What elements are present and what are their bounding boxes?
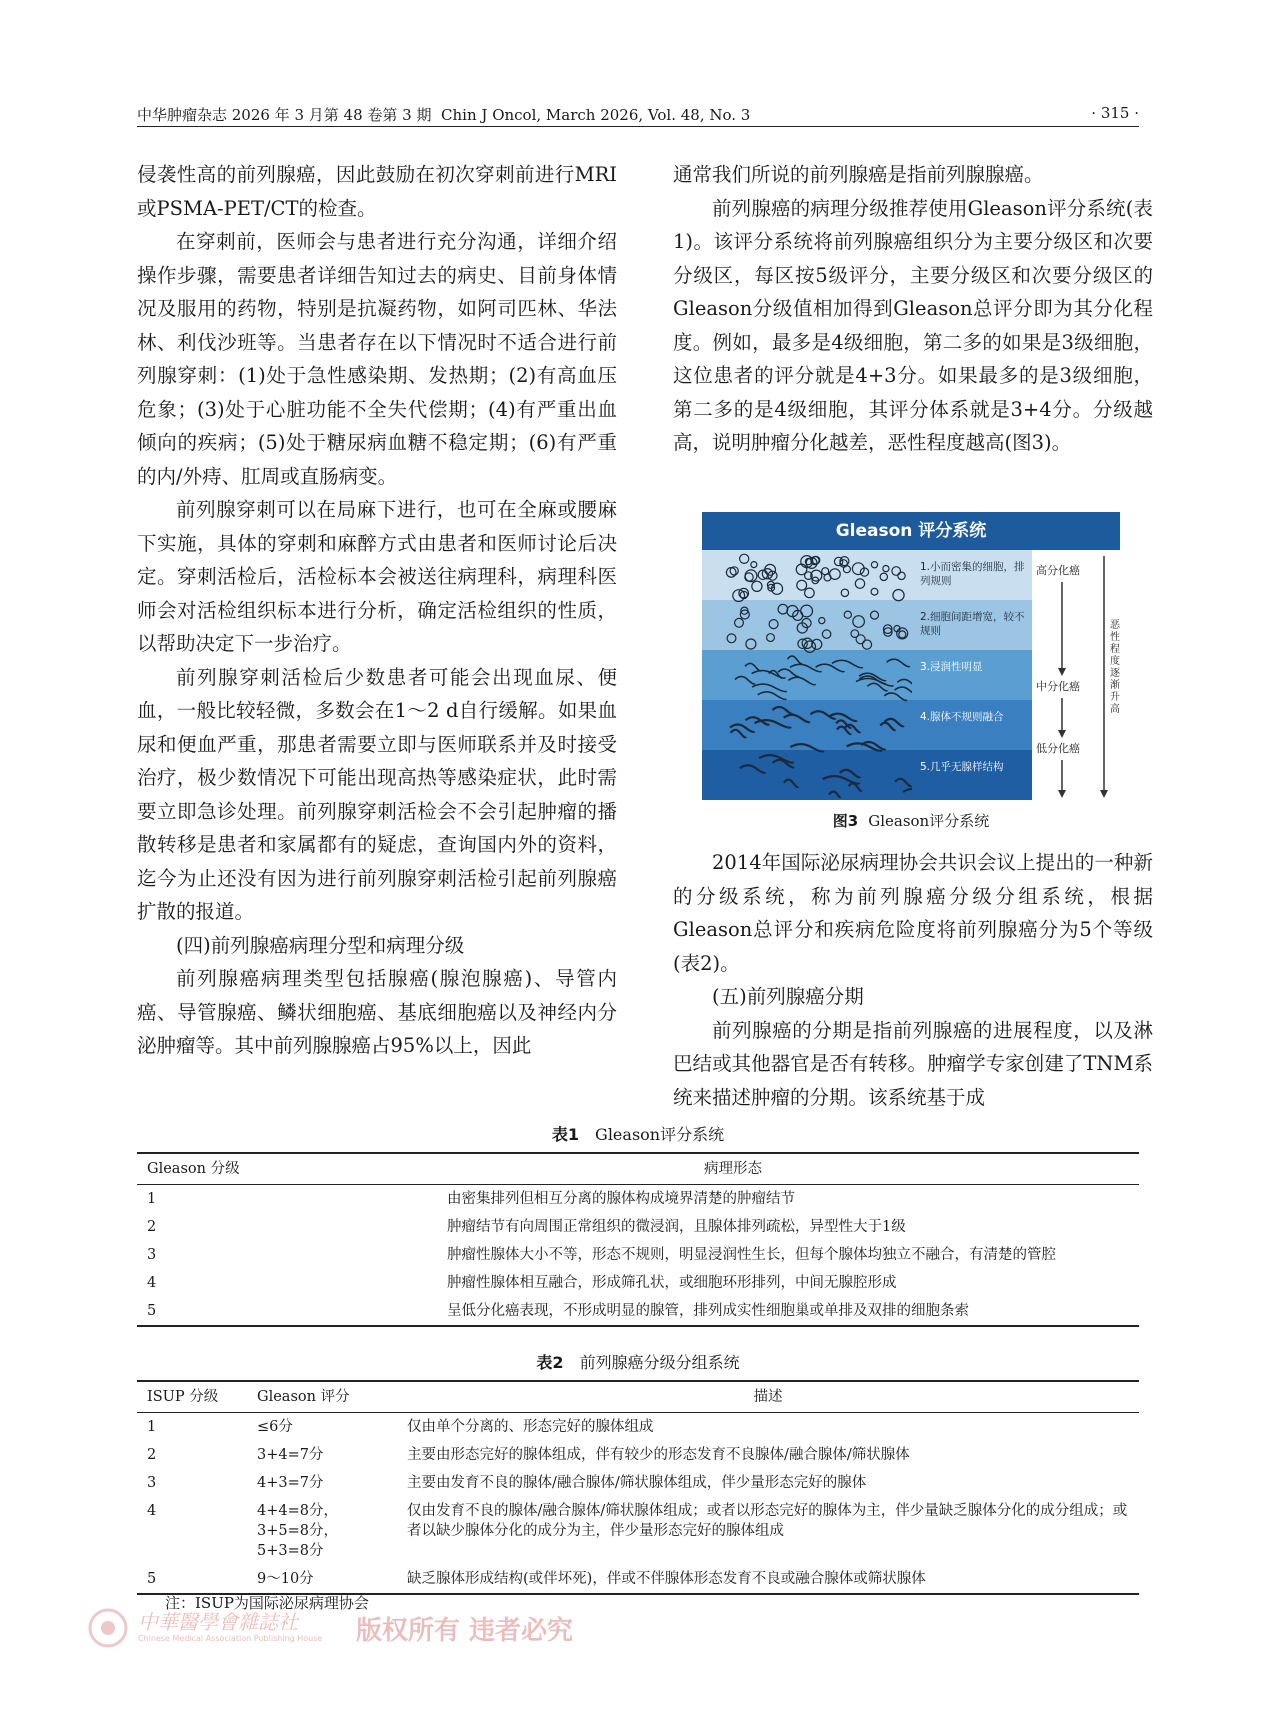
grade-cell: 2 bbox=[147, 1219, 157, 1235]
table-row bbox=[137, 1241, 1139, 1269]
paragraph: 2014年国际泌尿病理协会共识会议上提出的一种新的分级系统，称为前列腺癌分级分组系统，根据Gleason总评分和疾病危险度将前列腺癌分为5个等级(表2)。 bbox=[673, 851, 1153, 975]
side-label-low: 低分化癌 bbox=[1036, 742, 1080, 755]
paragraph: 前列腺癌病理类型包括腺癌(腺泡腺癌)、导管内癌、导管腺癌、鳞状细胞癌、基底细胞癌以及神经内分泌肿瘤等。其中前列腺腺癌占95%以上，因此 bbox=[137, 967, 617, 1057]
section-heading: (五)前列腺癌分期 bbox=[712, 985, 864, 1008]
gleason-cell: 4+3=7分 bbox=[257, 1475, 324, 1491]
morphology-cell: 肿瘤性腺体大小不等，形态不规则，明显浸润性生长，但每个腺体均独立不融合，有清楚的管腔 bbox=[447, 1247, 1056, 1263]
paragraph: 前列腺穿刺可以在局麻下进行，也可在全麻或腰麻下实施，具体的穿刺和麻醉方式由患者和医师讨论后决定。穿刺活检后，活检标本会被送往病理科，病理科医师会对活检组织标本进行分析，确定活检组织的性质，以帮助决定下一步治疗。 bbox=[137, 498, 617, 655]
grade-cell: 3 bbox=[147, 1247, 157, 1263]
table1-title: 表1 Gleason评分系统 bbox=[551, 1125, 725, 1144]
description-cell: 缺乏腺体形成结构(或伴坏死)，伴或不伴腺体形态发育不良或融合腺体或筛状腺体 bbox=[397, 1565, 1139, 1594]
table2 bbox=[137, 1380, 1139, 1595]
band-label: 1.小而密集的细胞，排列规则 bbox=[920, 561, 1025, 587]
flower-logo-icon bbox=[88, 1608, 128, 1648]
side-label-high: 高分化癌 bbox=[1036, 564, 1080, 577]
table-row bbox=[137, 1469, 1139, 1497]
grade-cell: 4 bbox=[147, 1275, 157, 1291]
figure-caption: 图3 Gleason评分系统 bbox=[832, 812, 990, 830]
table-row bbox=[137, 1297, 1139, 1326]
gleason-cell: 3+4=7分 bbox=[257, 1447, 324, 1463]
table-row bbox=[137, 1441, 1139, 1469]
table-note: 注：ISUP为国际泌尿病理协会 bbox=[165, 1594, 369, 1612]
description-cell: 主要由发育不良的腺体/融合腺体/筛状腺体组成，伴少量形态完好的腺体 bbox=[407, 1475, 867, 1491]
isup-cell: 2 bbox=[147, 1447, 157, 1463]
journal-citation: 中华肿瘤杂志 2026 年 3 月第 48 卷第 3 期 Chin J Oncol, March 2026, Vol. 48, No. 3 bbox=[137, 106, 751, 124]
rights-notice: 版权所有 违者必究 bbox=[356, 1616, 574, 1646]
table2-title: 表2 前列腺癌分级分组系统 bbox=[536, 1353, 740, 1372]
paragraph: 侵袭性高的前列腺癌，因此鼓励在初次穿刺前进行MRI或PSMA-PET/CT的检查。 bbox=[137, 163, 617, 220]
morphology-cell: 肿瘤性腺体相互融合，形成筛孔状，或细胞环形排列，中间无腺腔形成 bbox=[447, 1275, 897, 1291]
gleason-figure bbox=[702, 512, 1120, 800]
paragraph: 通常我们所说的前列腺癌是指前列腺腺癌。 bbox=[673, 163, 1044, 186]
band-label: 5.几乎无腺样结构 bbox=[920, 761, 1004, 773]
description-cell: 主要由形态完好的腺体组成，伴有较少的形态发育不良腺体/融合腺体/筛状腺体 bbox=[407, 1447, 910, 1463]
section-heading: (四)前列腺癌病理分型和病理分级 bbox=[176, 933, 465, 957]
morphology-cell: 由密集排列但相互分离的腺体构成境界清楚的肿瘤结节 bbox=[447, 1191, 795, 1207]
description-cell: 仅由单个分离的、形态完好的腺体组成 bbox=[407, 1419, 654, 1435]
running-header bbox=[137, 100, 1139, 127]
isup-cell: 4 bbox=[147, 1503, 157, 1519]
table-row bbox=[137, 1213, 1139, 1241]
trend-arrows bbox=[1032, 550, 1120, 800]
table-row bbox=[137, 1185, 1139, 1214]
figure-side-panel bbox=[1032, 550, 1120, 800]
right-column-bottom bbox=[673, 846, 1153, 1114]
left-column bbox=[137, 158, 617, 1063]
publisher-name: 中華醫學會雜誌社 bbox=[138, 1610, 298, 1634]
morphology-cell: 呈低分化癌表现，不形成明显的腺管，排列成实性细胞巢或单排及双排的细胞条索 bbox=[327, 1297, 1139, 1326]
table1-header: Gleason 分级 bbox=[137, 1153, 327, 1185]
side-label-mid: 中分化癌 bbox=[1036, 680, 1080, 693]
gleason-cell: ≤6分 bbox=[257, 1419, 293, 1435]
band-label: 3.浸润性明显 bbox=[920, 661, 983, 673]
table-row bbox=[137, 1413, 1139, 1442]
paragraph: 前列腺癌的病理分级推荐使用Gleason评分系统(表1)。该评分系统将前列腺癌组织分为主要分级区和次要分级区，每区按5级评分，主要分级区和次要分级区的Gleason分级值相加得到Gleason总评分即为其分化程度。例如，最多是4级细胞，第二多的如果是3级细胞，这位患者的评分就是4+3分。如果最多的是3级细胞，第二多的是4级细胞，其评分体系就是3+4分。分级越高，说明肿瘤分化越差，恶性程度越高(图3)。 bbox=[673, 196, 1153, 454]
page-number: · 315 · bbox=[1091, 104, 1139, 122]
table-row bbox=[137, 1497, 1139, 1565]
table1 bbox=[137, 1152, 1139, 1327]
table2-header: 描述 bbox=[397, 1381, 1139, 1413]
morphology-cell: 肿瘤结节有向周围正常组织的微浸润，且腺体排列疏松，异型性大于1级 bbox=[447, 1219, 906, 1235]
table1-header: 病理形态 bbox=[327, 1153, 1139, 1185]
paragraph: 前列腺癌的分期是指前列腺癌的进展程度，以及淋巴结或其他器官是否有转移。肿瘤学专家创建了TNM系统来描述肿瘤的分期。该系统基于成 bbox=[673, 1018, 1153, 1109]
isup-cell: 5 bbox=[137, 1565, 247, 1594]
figure-title: Gleason 评分系统 bbox=[702, 512, 1120, 550]
grade-cell: 1 bbox=[147, 1191, 157, 1207]
table-row bbox=[137, 1565, 1139, 1594]
isup-cell: 3 bbox=[147, 1475, 157, 1491]
description-cell: 仅由发育不良的腺体/融合腺体/筛状腺体组成；或者以形态完好的腺体为主，伴少量缺乏腺体分化的成分组成；或者以缺少腺体分化的成分为主，伴少量形态完好的腺体组成 bbox=[407, 1503, 1128, 1539]
isup-cell: 1 bbox=[147, 1419, 157, 1435]
table2-header: ISUP 分级 bbox=[137, 1381, 247, 1413]
band-label: 2.细胞间距增宽，较不规则 bbox=[920, 611, 1025, 637]
paragraph: 在穿刺前，医师会与患者进行充分沟通，详细介绍操作步骤，需要患者详细告知过去的病史、目前身体情况及服用的药物，特别是抗凝药物，如阿司匹林、华法林、利伐沙班等。当患者存在以下情况时不适合进行前列腺穿刺：(1)处于急性感染期、发热期；(2)有高血压危象；(3)处于心脏功能不全失代偿期；(4)有严重出血倾向的疾病；(5)处于糖尿病血糖不稳定期；(6)有严重的内/外痔、肛周或直肠病变。 bbox=[137, 230, 617, 488]
publisher-name-en: Chinese Medical Association Publishing House bbox=[138, 1634, 323, 1643]
table2-header: Gleason 评分 bbox=[247, 1381, 397, 1413]
tissue-illustration bbox=[722, 552, 912, 798]
paragraph: 前列腺穿刺活检后少数患者可能会出现血尿、便血，一般比较轻微，多数会在1～2 d自行缓解。如果血尿和便血严重，那患者需要立即与医师联系并及时接受治疗，极少数情况下可能出现高热等感染症状，此时需要立即急诊处理。前列腺穿刺活检会不会引起肿瘤的播散转移是患者和家属都有的疑虑，查询国内外的资料，迄今为止还没有因为进行前列腺穿刺活检引起前列腺癌扩散的报道。 bbox=[137, 665, 617, 923]
gleason-cell: 4+4=8分，3+5=8分，5+3=8分 bbox=[257, 1503, 338, 1559]
publisher-watermark bbox=[88, 1600, 648, 1660]
grade-cell: 5 bbox=[137, 1297, 327, 1326]
table-row bbox=[137, 1269, 1139, 1297]
band-label: 4.腺体不规则融合 bbox=[920, 711, 1004, 723]
trend-label: 恶性程度逐渐升高 bbox=[1110, 620, 1120, 715]
right-column-top bbox=[673, 158, 1153, 460]
gleason-cell: 9～10分 bbox=[247, 1565, 397, 1594]
